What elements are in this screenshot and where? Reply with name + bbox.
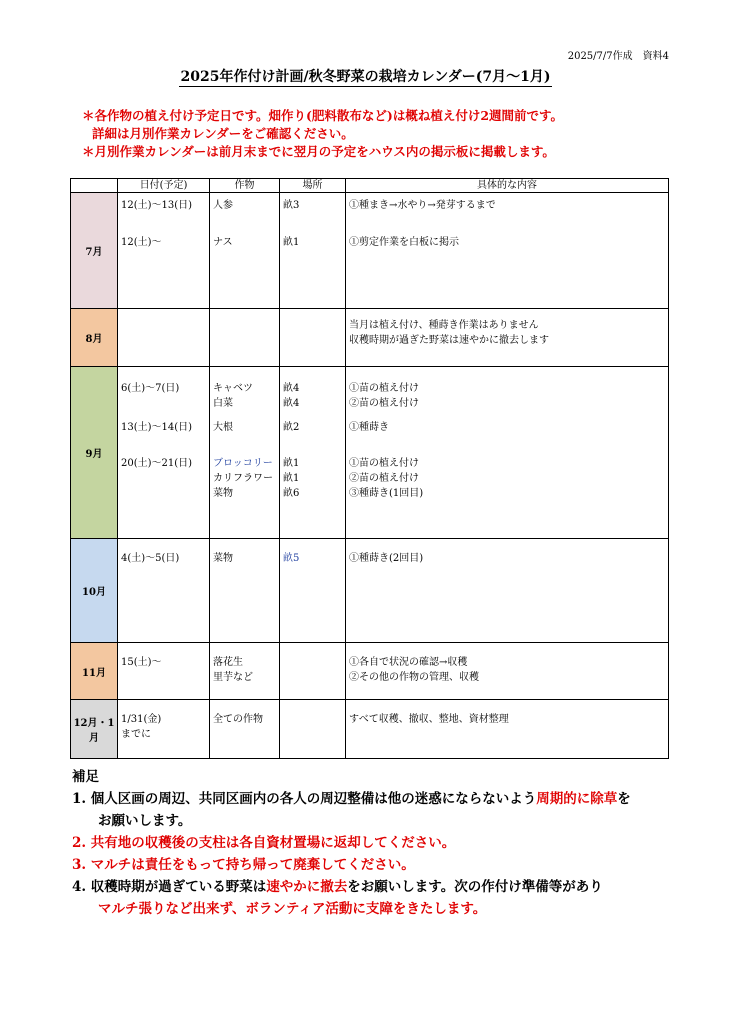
place-cell — [280, 309, 346, 367]
table-row — [71, 539, 669, 643]
supplement-emphasis: 速やかに撤去 — [266, 879, 348, 895]
supplement-text: 4. 収穫時期が過ぎている野菜は — [72, 879, 267, 895]
month-cell: 8月 — [71, 309, 118, 367]
crop-cell — [210, 367, 280, 539]
date-cell — [118, 193, 210, 309]
month-cell: 9月 — [71, 367, 118, 539]
table-row — [71, 309, 669, 367]
header-month — [71, 179, 118, 193]
table-row — [71, 700, 669, 759]
content-text: ①種蒔き — [349, 422, 389, 433]
place-text: 畝3 — [283, 200, 300, 211]
table-row — [71, 193, 669, 309]
month-cell: 11月 — [71, 643, 118, 700]
place-cell — [280, 700, 346, 759]
place-cell — [280, 539, 346, 643]
supplement-item-1 — [72, 788, 631, 810]
date-cell — [118, 539, 210, 643]
content-text: ②苗の植え付け — [349, 473, 419, 484]
header-content: 具体的な内容 — [346, 179, 669, 193]
date-text: 12(土)～13(日) — [121, 200, 193, 211]
crop-text: カリフラワー — [213, 473, 273, 484]
header-date: 日付(予定) — [118, 179, 210, 193]
place-cell — [280, 193, 346, 309]
crop-cell — [210, 700, 280, 759]
content-cell — [346, 700, 669, 759]
content-text: ①苗の植え付け — [349, 383, 419, 394]
content-text: ③種蒔き(1回目) — [349, 488, 424, 499]
note-line: ＊月別作業カレンダーは前月末までに翌月の予定をハウス内の掲示板に掲載します。 — [82, 144, 555, 159]
crop-text: 白菜 — [213, 398, 233, 409]
date-text: 4(土)～5(日) — [121, 553, 180, 564]
supplement-text: お願いします。 — [98, 813, 192, 829]
crop-text: ブロッコリー — [213, 458, 273, 469]
crop-text: 菜物 — [213, 488, 233, 499]
header-place: 場所 — [280, 179, 346, 193]
supplement-text: を — [617, 791, 631, 807]
supplement-item-2: 2. 共有地の収穫後の支柱は各自資材置場に返却してください。 — [72, 835, 456, 851]
header-crop: 作物 — [210, 179, 280, 193]
notes-block — [82, 107, 563, 161]
crop-text: 里芋など — [213, 672, 253, 683]
table-header-row — [71, 179, 669, 193]
month-cell: 12月・1月 — [71, 700, 118, 759]
table-row — [71, 643, 669, 700]
date-text: 20(土)～21(日) — [121, 458, 193, 469]
content-text: ①剪定作業を白板に掲示 — [349, 237, 459, 248]
supplement-text: 1. 個人区画の周辺、共同区画内の各人の周辺整備は他の迷惑にならないよう — [72, 791, 537, 807]
place-text: 畝6 — [283, 488, 300, 499]
crop-text: キャベツ — [213, 383, 253, 394]
supplement-text: マルチ張りなど出来ず、ボランティア活動に支障をきたします。 — [98, 901, 487, 917]
table-row — [71, 367, 669, 539]
content-text: ②その他の作物の管理、収穫 — [349, 672, 479, 683]
content-text: 当月は植え付け、種蒔き作業はありません — [349, 320, 539, 331]
supplement-section — [72, 766, 631, 920]
place-text: 畝1 — [283, 473, 300, 484]
month-cell: 7月 — [71, 193, 118, 309]
date-cell — [118, 309, 210, 367]
content-cell — [346, 367, 669, 539]
date-text: 6(土)～7(日) — [121, 383, 180, 394]
date-text: 1/31(金) — [121, 714, 162, 725]
crop-text: 大根 — [213, 422, 233, 433]
date-text: 13(土)～14(日) — [121, 422, 193, 433]
crop-text: 菜物 — [213, 553, 233, 564]
place-cell — [280, 643, 346, 700]
crop-cell — [210, 309, 280, 367]
place-text: 畝2 — [283, 422, 300, 433]
content-cell — [346, 193, 669, 309]
crop-text: 落花生 — [213, 657, 243, 668]
month-cell: 10月 — [71, 539, 118, 643]
supplement-heading: 補足 — [72, 769, 99, 785]
content-cell — [346, 309, 669, 367]
note-line: ＊各作物の植え付け予定日です。畑作り(肥料散布など)は概ね植え付け2週間前です。 — [82, 108, 564, 123]
crop-cell — [210, 193, 280, 309]
date-cell — [118, 643, 210, 700]
crop-cell — [210, 539, 280, 643]
content-text: ①種まき→水やり→発芽するまで — [349, 200, 496, 211]
crop-text: 全ての作物 — [213, 714, 263, 725]
supplement-text: をお願いします。次の作付け準備等があり — [347, 879, 603, 895]
place-text: 畝1 — [283, 237, 300, 248]
date-cell — [118, 367, 210, 539]
date-text: までに — [121, 729, 151, 740]
content-text: ①各自で状況の確認→収穫 — [349, 657, 468, 668]
calendar-table — [70, 178, 669, 759]
place-text: 畝5 — [283, 553, 300, 564]
note-line: 詳細は月別作業カレンダーをご確認ください。 — [92, 126, 354, 141]
place-text: 畝4 — [283, 398, 300, 409]
crop-text: 人参 — [213, 200, 233, 211]
page-title-text: 2025年作付け計画/秋冬野菜の栽培カレンダー(7月～1月) — [180, 69, 551, 85]
supplement-item-3: 3. マルチは責任をもって持ち帰って廃棄してください。 — [72, 857, 415, 873]
content-text: ①種蒔き(2回目) — [349, 553, 424, 564]
crop-cell — [210, 643, 280, 700]
date-text: 12(土)～ — [121, 237, 162, 248]
page-title — [0, 66, 731, 86]
content-text: ②苗の植え付け — [349, 398, 419, 409]
supplement-emphasis: 周期的に除草 — [536, 791, 618, 807]
supplement-item-4 — [72, 876, 631, 898]
content-text: ①苗の植え付け — [349, 458, 419, 469]
content-text: 収穫時期が過ぎた野菜は速やかに撤去します — [349, 335, 549, 346]
crop-text: ナス — [213, 237, 233, 248]
content-cell — [346, 539, 669, 643]
date-text: 15(土)～ — [121, 657, 162, 668]
place-text: 畝1 — [283, 458, 300, 469]
place-text: 畝4 — [283, 383, 300, 394]
content-text: すべて収穫、撤収、整地、資材整理 — [349, 714, 509, 725]
document-meta: 2025/7/7作成 資料4 — [567, 51, 669, 62]
content-cell — [346, 643, 669, 700]
place-cell — [280, 367, 346, 539]
date-cell — [118, 700, 210, 759]
